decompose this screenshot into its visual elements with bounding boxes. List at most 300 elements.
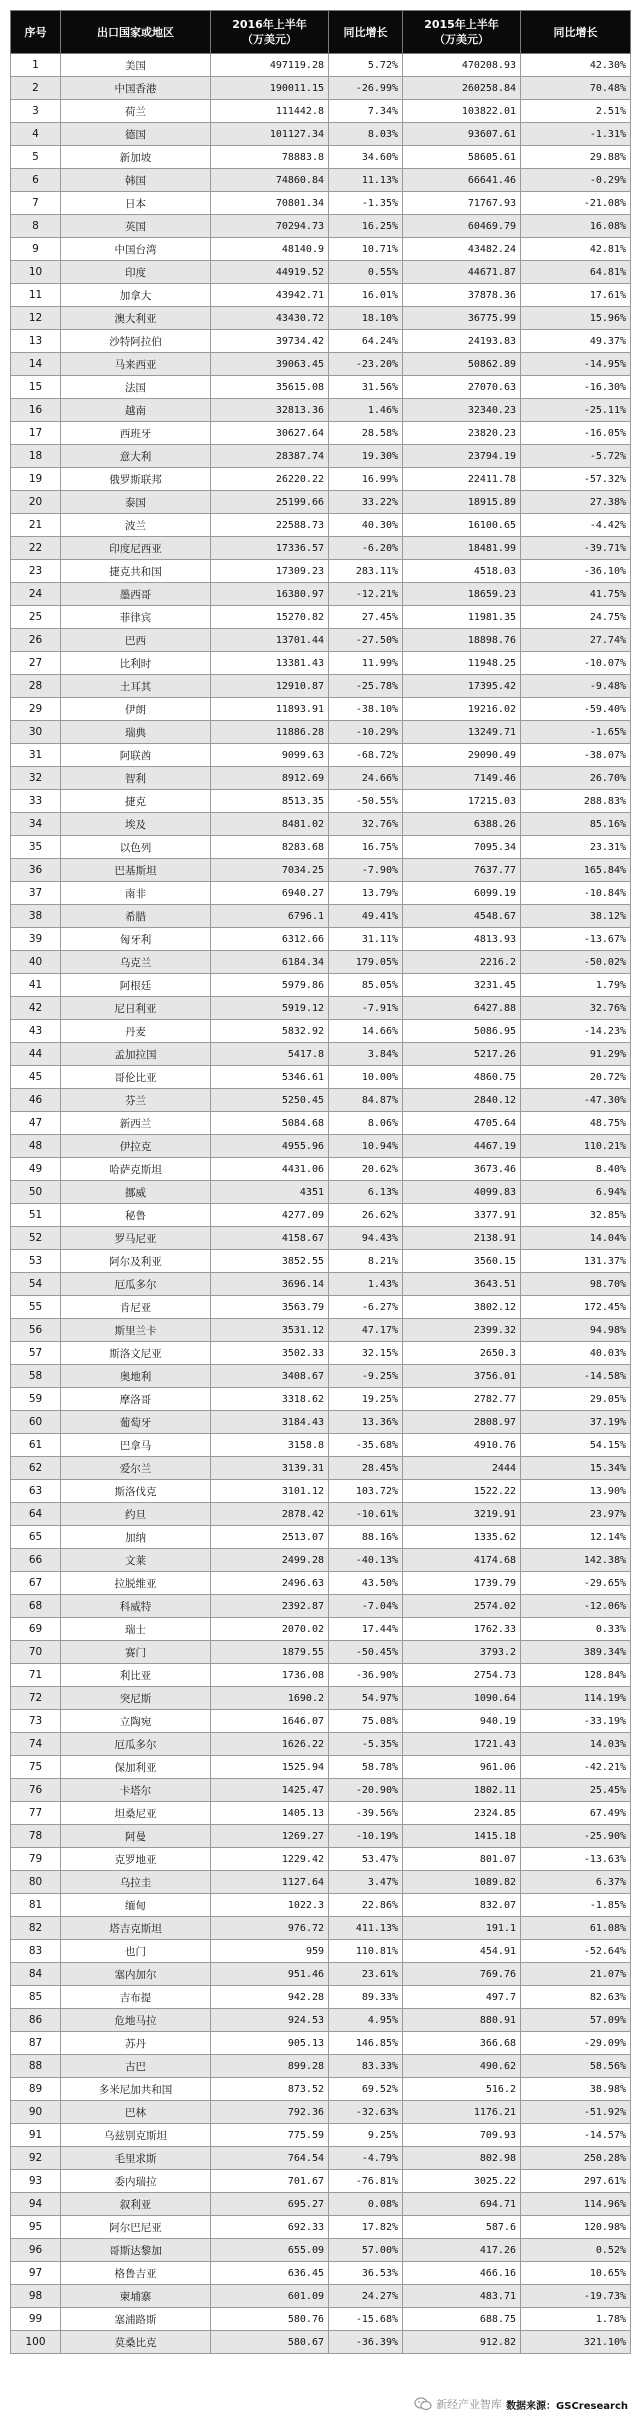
row-index: 28 — [11, 675, 61, 698]
row-value-2016: 16380.97 — [211, 583, 329, 606]
row-growth-2015: 32.85% — [521, 1204, 631, 1227]
row-index: 43 — [11, 1020, 61, 1043]
table-row — [11, 698, 631, 721]
row-value-2015: 1739.79 — [403, 1572, 521, 1595]
row-index: 38 — [11, 905, 61, 928]
row-growth-2016: 16.99% — [329, 468, 403, 491]
row-value-2016: 3158.8 — [211, 1434, 329, 1457]
row-value-2016: 942.28 — [211, 1986, 329, 2009]
row-country: 保加利亚 — [61, 1756, 211, 1779]
table-row — [11, 675, 631, 698]
row-country: 芬兰 — [61, 1089, 211, 1112]
header-yoy-2015: 同比增长 — [521, 11, 631, 54]
row-value-2015: 6388.26 — [403, 813, 521, 836]
row-index: 25 — [11, 606, 61, 629]
row-growth-2016: 7.34% — [329, 100, 403, 123]
row-value-2015: 3793.2 — [403, 1641, 521, 1664]
row-value-2016: 701.67 — [211, 2170, 329, 2193]
table-row — [11, 1273, 631, 1296]
row-value-2015: 2399.32 — [403, 1319, 521, 1342]
row-country: 约旦 — [61, 1503, 211, 1526]
row-growth-2016: 32.15% — [329, 1342, 403, 1365]
table-row — [11, 1894, 631, 1917]
row-country: 阿尔及利亚 — [61, 1250, 211, 1273]
row-country: 希腊 — [61, 905, 211, 928]
row-country: 加纳 — [61, 1526, 211, 1549]
row-value-2015: 516.2 — [403, 2078, 521, 2101]
table-row — [11, 1756, 631, 1779]
row-growth-2015: 38.12% — [521, 905, 631, 928]
row-growth-2015: 165.84% — [521, 859, 631, 882]
row-growth-2015: -13.63% — [521, 1848, 631, 1871]
row-value-2016: 1022.3 — [211, 1894, 329, 1917]
row-value-2015: 1415.18 — [403, 1825, 521, 1848]
row-value-2015: 6099.19 — [403, 882, 521, 905]
row-index: 57 — [11, 1342, 61, 1365]
row-index: 63 — [11, 1480, 61, 1503]
row-index: 86 — [11, 2009, 61, 2032]
table-row — [11, 1595, 631, 1618]
row-growth-2016: -9.25% — [329, 1365, 403, 1388]
row-index: 52 — [11, 1227, 61, 1250]
row-value-2016: 44919.52 — [211, 261, 329, 284]
row-growth-2016: 32.76% — [329, 813, 403, 836]
row-value-2016: 43942.71 — [211, 284, 329, 307]
row-growth-2016: 57.00% — [329, 2239, 403, 2262]
row-country: 巴拿马 — [61, 1434, 211, 1457]
row-value-2016: 3852.55 — [211, 1250, 329, 1273]
row-value-2016: 6940.27 — [211, 882, 329, 905]
row-growth-2015: -16.05% — [521, 422, 631, 445]
row-growth-2015: 48.75% — [521, 1112, 631, 1135]
row-growth-2016: 10.94% — [329, 1135, 403, 1158]
row-growth-2016: 0.55% — [329, 261, 403, 284]
row-value-2016: 22588.73 — [211, 514, 329, 537]
row-value-2015: 18659.23 — [403, 583, 521, 606]
row-value-2015: 7149.46 — [403, 767, 521, 790]
row-value-2015: 3231.45 — [403, 974, 521, 997]
row-growth-2016: 47.17% — [329, 1319, 403, 1342]
row-value-2016: 4158.67 — [211, 1227, 329, 1250]
table-row — [11, 836, 631, 859]
row-growth-2015: 17.61% — [521, 284, 631, 307]
row-value-2016: 1405.13 — [211, 1802, 329, 1825]
row-index: 91 — [11, 2124, 61, 2147]
row-country: 斯洛文尼亚 — [61, 1342, 211, 1365]
table-row — [11, 1158, 631, 1181]
row-index: 14 — [11, 353, 61, 376]
row-index: 69 — [11, 1618, 61, 1641]
table-row — [11, 1986, 631, 2009]
row-value-2015: 18481.99 — [403, 537, 521, 560]
row-country: 肯尼亚 — [61, 1296, 211, 1319]
row-value-2016: 43430.72 — [211, 307, 329, 330]
table-row — [11, 606, 631, 629]
row-growth-2015: 25.45% — [521, 1779, 631, 1802]
row-growth-2015: -16.30% — [521, 376, 631, 399]
row-value-2015: 3756.01 — [403, 1365, 521, 1388]
row-country: 捷克共和国 — [61, 560, 211, 583]
row-value-2015: 6427.88 — [403, 997, 521, 1020]
row-value-2016: 5979.86 — [211, 974, 329, 997]
table-row — [11, 1503, 631, 1526]
row-index: 68 — [11, 1595, 61, 1618]
row-growth-2015: -52.64% — [521, 1940, 631, 1963]
row-value-2015: 2574.02 — [403, 1595, 521, 1618]
table-row — [11, 1250, 631, 1273]
row-growth-2016: 24.27% — [329, 2285, 403, 2308]
row-value-2016: 4351 — [211, 1181, 329, 1204]
row-growth-2015: 32.76% — [521, 997, 631, 1020]
row-index: 64 — [11, 1503, 61, 1526]
row-index: 29 — [11, 698, 61, 721]
row-index: 47 — [11, 1112, 61, 1135]
row-country: 越南 — [61, 399, 211, 422]
row-value-2015: 490.62 — [403, 2055, 521, 2078]
table-row — [11, 813, 631, 836]
row-value-2015: 3560.15 — [403, 1250, 521, 1273]
row-growth-2016: -7.90% — [329, 859, 403, 882]
row-growth-2016: -1.35% — [329, 192, 403, 215]
row-value-2016: 8283.68 — [211, 836, 329, 859]
row-growth-2016: 283.11% — [329, 560, 403, 583]
row-index: 1 — [11, 54, 61, 77]
row-value-2016: 5417.8 — [211, 1043, 329, 1066]
row-growth-2016: 411.13% — [329, 1917, 403, 1940]
row-growth-2016: 28.58% — [329, 422, 403, 445]
row-growth-2015: -1.85% — [521, 1894, 631, 1917]
row-growth-2015: 41.75% — [521, 583, 631, 606]
row-value-2016: 6796.1 — [211, 905, 329, 928]
table-row — [11, 1204, 631, 1227]
row-country: 塔吉克斯坦 — [61, 1917, 211, 1940]
row-country: 意大利 — [61, 445, 211, 468]
row-growth-2015: 38.98% — [521, 2078, 631, 2101]
row-index: 11 — [11, 284, 61, 307]
row-value-2015: 7095.34 — [403, 836, 521, 859]
row-growth-2015: 16.08% — [521, 215, 631, 238]
table-row — [11, 100, 631, 123]
row-value-2015: 483.71 — [403, 2285, 521, 2308]
row-index: 81 — [11, 1894, 61, 1917]
row-growth-2016: 3.84% — [329, 1043, 403, 1066]
row-country: 文莱 — [61, 1549, 211, 1572]
row-growth-2016: 10.71% — [329, 238, 403, 261]
row-growth-2016: -38.10% — [329, 698, 403, 721]
row-country: 马来西亚 — [61, 353, 211, 376]
row-value-2016: 959 — [211, 1940, 329, 1963]
row-value-2015: 3643.51 — [403, 1273, 521, 1296]
row-value-2016: 101127.34 — [211, 123, 329, 146]
row-index: 40 — [11, 951, 61, 974]
row-index: 10 — [11, 261, 61, 284]
table-row — [11, 1917, 631, 1940]
row-index: 39 — [11, 928, 61, 951]
row-growth-2016: -27.50% — [329, 629, 403, 652]
row-index: 7 — [11, 192, 61, 215]
row-value-2016: 692.33 — [211, 2216, 329, 2239]
row-growth-2015: -0.29% — [521, 169, 631, 192]
row-index: 16 — [11, 399, 61, 422]
table-row — [11, 353, 631, 376]
row-growth-2015: -50.02% — [521, 951, 631, 974]
row-growth-2016: -7.04% — [329, 1595, 403, 1618]
header-2015-unit: （万美元） — [434, 33, 489, 46]
row-growth-2016: 179.05% — [329, 951, 403, 974]
row-value-2016: 1646.07 — [211, 1710, 329, 1733]
row-country: 也门 — [61, 1940, 211, 1963]
row-value-2016: 792.36 — [211, 2101, 329, 2124]
row-growth-2015: -14.95% — [521, 353, 631, 376]
row-value-2015: 66641.46 — [403, 169, 521, 192]
table-row — [11, 1388, 631, 1411]
table-row — [11, 997, 631, 1020]
table-row — [11, 399, 631, 422]
row-country: 波兰 — [61, 514, 211, 537]
row-index: 31 — [11, 744, 61, 767]
row-country: 阿联酋 — [61, 744, 211, 767]
row-growth-2015: -1.65% — [521, 721, 631, 744]
table-row — [11, 284, 631, 307]
table-row — [11, 583, 631, 606]
row-country: 克罗地亚 — [61, 1848, 211, 1871]
row-growth-2015: 91.29% — [521, 1043, 631, 1066]
row-growth-2015: 64.81% — [521, 261, 631, 284]
row-country: 爱尔兰 — [61, 1457, 211, 1480]
row-value-2016: 39734.42 — [211, 330, 329, 353]
row-value-2015: 18898.76 — [403, 629, 521, 652]
row-growth-2016: -10.19% — [329, 1825, 403, 1848]
row-index: 36 — [11, 859, 61, 882]
row-index: 23 — [11, 560, 61, 583]
row-growth-2016: -10.29% — [329, 721, 403, 744]
row-index: 41 — [11, 974, 61, 997]
header-index: 序号 — [11, 11, 61, 54]
row-value-2015: 18915.89 — [403, 491, 521, 514]
row-country: 拉脱维亚 — [61, 1572, 211, 1595]
row-value-2015: 27070.63 — [403, 376, 521, 399]
row-index: 73 — [11, 1710, 61, 1733]
table-row — [11, 1572, 631, 1595]
table-row — [11, 2101, 631, 2124]
row-growth-2015: 23.97% — [521, 1503, 631, 1526]
row-index: 62 — [11, 1457, 61, 1480]
table-row — [11, 951, 631, 974]
row-value-2016: 1736.08 — [211, 1664, 329, 1687]
table-row — [11, 215, 631, 238]
row-country: 坦桑尼亚 — [61, 1802, 211, 1825]
row-country: 捷克 — [61, 790, 211, 813]
row-growth-2015: 54.15% — [521, 1434, 631, 1457]
row-country: 沙特阿拉伯 — [61, 330, 211, 353]
row-value-2016: 1626.22 — [211, 1733, 329, 1756]
row-index: 35 — [11, 836, 61, 859]
row-value-2015: 4467.19 — [403, 1135, 521, 1158]
row-growth-2016: 75.08% — [329, 1710, 403, 1733]
row-growth-2016: -68.72% — [329, 744, 403, 767]
row-value-2015: 912.82 — [403, 2331, 521, 2354]
table-row — [11, 560, 631, 583]
row-country: 哈萨克斯坦 — [61, 1158, 211, 1181]
row-growth-2016: 58.78% — [329, 1756, 403, 1779]
row-index: 2 — [11, 77, 61, 100]
row-value-2015: 694.71 — [403, 2193, 521, 2216]
row-value-2015: 1335.62 — [403, 1526, 521, 1549]
row-value-2015: 802.98 — [403, 2147, 521, 2170]
row-growth-2015: -29.65% — [521, 1572, 631, 1595]
row-growth-2015: -4.42% — [521, 514, 631, 537]
row-growth-2016: -26.99% — [329, 77, 403, 100]
row-country: 苏丹 — [61, 2032, 211, 2055]
row-value-2015: 58605.61 — [403, 146, 521, 169]
row-value-2015: 60469.79 — [403, 215, 521, 238]
row-country: 乌拉圭 — [61, 1871, 211, 1894]
row-country: 突尼斯 — [61, 1687, 211, 1710]
table-row — [11, 2239, 631, 2262]
table-row — [11, 123, 631, 146]
row-value-2015: 3377.91 — [403, 1204, 521, 1227]
row-growth-2015: -42.21% — [521, 1756, 631, 1779]
row-value-2016: 3184.43 — [211, 1411, 329, 1434]
row-value-2015: 4705.64 — [403, 1112, 521, 1135]
table-row — [11, 537, 631, 560]
row-value-2015: 4860.75 — [403, 1066, 521, 1089]
row-growth-2015: 49.37% — [521, 330, 631, 353]
table-row — [11, 1457, 631, 1480]
row-growth-2015: 61.08% — [521, 1917, 631, 1940]
row-country: 乌兹别克斯坦 — [61, 2124, 211, 2147]
row-value-2015: 2444 — [403, 1457, 521, 1480]
row-value-2015: 2782.77 — [403, 1388, 521, 1411]
table-row — [11, 1112, 631, 1135]
row-growth-2015: 70.48% — [521, 77, 631, 100]
table-row — [11, 54, 631, 77]
row-index: 82 — [11, 1917, 61, 1940]
table-row — [11, 767, 631, 790]
row-growth-2016: 9.25% — [329, 2124, 403, 2147]
row-growth-2016: 8.03% — [329, 123, 403, 146]
table-row — [11, 2078, 631, 2101]
row-growth-2015: -19.73% — [521, 2285, 631, 2308]
data-source: 数据来源：GSCresearch — [506, 2400, 628, 2412]
row-country: 菲律宾 — [61, 606, 211, 629]
row-value-2015: 19216.02 — [403, 698, 521, 721]
row-growth-2016: 24.66% — [329, 767, 403, 790]
row-growth-2016: 16.01% — [329, 284, 403, 307]
row-growth-2015: 98.70% — [521, 1273, 631, 1296]
row-value-2016: 1425.47 — [211, 1779, 329, 1802]
row-index: 20 — [11, 491, 61, 514]
row-growth-2016: -20.90% — [329, 1779, 403, 1802]
row-country: 莫桑比克 — [61, 2331, 211, 2354]
row-index: 59 — [11, 1388, 61, 1411]
row-index: 88 — [11, 2055, 61, 2078]
row-value-2016: 17309.23 — [211, 560, 329, 583]
row-country: 伊朗 — [61, 698, 211, 721]
header-2015-title: 2015年上半年 — [424, 18, 499, 31]
row-index: 46 — [11, 1089, 61, 1112]
row-value-2016: 30627.64 — [211, 422, 329, 445]
row-index: 26 — [11, 629, 61, 652]
header-2015-h1 — [403, 11, 521, 54]
table-header — [11, 11, 631, 54]
table-row — [11, 1825, 631, 1848]
row-value-2015: 4548.67 — [403, 905, 521, 928]
footer — [414, 2393, 628, 2415]
row-growth-2016: -4.79% — [329, 2147, 403, 2170]
row-value-2015: 1522.22 — [403, 1480, 521, 1503]
row-value-2015: 2324.85 — [403, 1802, 521, 1825]
row-value-2016: 1525.94 — [211, 1756, 329, 1779]
row-country: 挪威 — [61, 1181, 211, 1204]
table-row — [11, 1940, 631, 1963]
row-growth-2015: 27.38% — [521, 491, 631, 514]
table-row — [11, 146, 631, 169]
row-index: 45 — [11, 1066, 61, 1089]
row-index: 94 — [11, 2193, 61, 2216]
table-row — [11, 468, 631, 491]
row-value-2016: 5250.45 — [211, 1089, 329, 1112]
row-growth-2015: 42.30% — [521, 54, 631, 77]
row-country: 厄瓜多尔 — [61, 1273, 211, 1296]
row-growth-2016: -35.68% — [329, 1434, 403, 1457]
row-value-2015: 3802.12 — [403, 1296, 521, 1319]
row-index: 77 — [11, 1802, 61, 1825]
row-country: 瑞士 — [61, 1618, 211, 1641]
row-country: 塞内加尔 — [61, 1963, 211, 1986]
row-growth-2016: 69.52% — [329, 2078, 403, 2101]
row-value-2016: 70294.73 — [211, 215, 329, 238]
row-index: 49 — [11, 1158, 61, 1181]
row-value-2016: 5084.68 — [211, 1112, 329, 1135]
table-row — [11, 1181, 631, 1204]
row-index: 65 — [11, 1526, 61, 1549]
row-growth-2015: 114.19% — [521, 1687, 631, 1710]
row-value-2015: 4910.76 — [403, 1434, 521, 1457]
row-country: 巴林 — [61, 2101, 211, 2124]
row-growth-2016: 4.95% — [329, 2009, 403, 2032]
row-index: 37 — [11, 882, 61, 905]
row-growth-2015: -38.07% — [521, 744, 631, 767]
row-growth-2016: 36.53% — [329, 2262, 403, 2285]
row-value-2016: 1879.55 — [211, 1641, 329, 1664]
row-country: 乌克兰 — [61, 951, 211, 974]
row-country: 美国 — [61, 54, 211, 77]
row-value-2016: 695.27 — [211, 2193, 329, 2216]
row-index: 80 — [11, 1871, 61, 1894]
row-index: 83 — [11, 1940, 61, 1963]
row-value-2016: 15270.82 — [211, 606, 329, 629]
row-value-2016: 35615.08 — [211, 376, 329, 399]
row-growth-2016: 5.72% — [329, 54, 403, 77]
row-growth-2016: 3.47% — [329, 1871, 403, 1894]
table-row — [11, 1549, 631, 1572]
row-growth-2016: 53.47% — [329, 1848, 403, 1871]
row-index: 70 — [11, 1641, 61, 1664]
row-value-2016: 8912.69 — [211, 767, 329, 790]
row-growth-2015: 120.98% — [521, 2216, 631, 2239]
table-row — [11, 514, 631, 537]
row-country: 新加坡 — [61, 146, 211, 169]
row-growth-2015: 15.96% — [521, 307, 631, 330]
row-value-2015: 16100.65 — [403, 514, 521, 537]
row-index: 87 — [11, 2032, 61, 2055]
row-country: 利比亚 — [61, 1664, 211, 1687]
header-2016-unit: （万美元） — [242, 33, 297, 46]
row-growth-2015: 29.05% — [521, 1388, 631, 1411]
row-growth-2015: 128.84% — [521, 1664, 631, 1687]
row-growth-2015: -36.10% — [521, 560, 631, 583]
